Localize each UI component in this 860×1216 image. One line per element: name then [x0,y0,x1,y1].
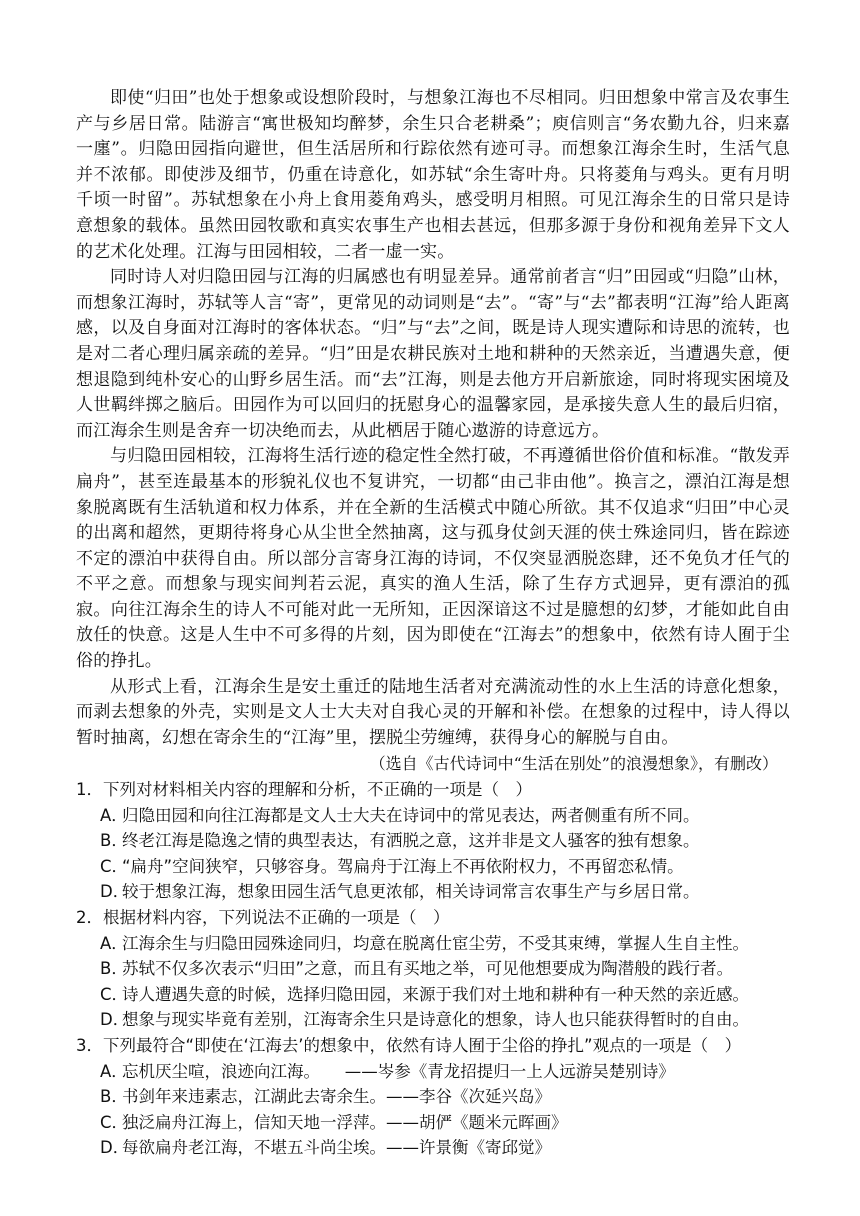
paragraph-3: 与归隐田园相较，江海将生活行迹的稳定性全然打破，不再遵循世俗价值和标准。“散发弄扁舟”，甚至连最基本的形貌礼仪也不复讲究，一切都“由己非由他”。换言之，漂泊江海是想象脱离既有生活轨道和权力体系，并在全新的生活模式中随心所欲。其不仅追求“归田”中心灵的出离和超然，更期待将身心从尘世全然抽离，这与孤身仗剑天涯的侠士殊途同归，皆在踪迹不定的漂泊中获得自由。所以部分言寄身江海的诗词，不仅突显洒脱恣肆，还不免负才任气的不平之意。而想象与现实间判若云泥，真实的渔人生活，除了生存方式迥异，更有漂泊的孤寂。向往江海余生的诗人不可能对此一无所知，正因深谙这不过是臆想的幻梦，才能如此自由放任的快意。这是人生中不可多得的片刻，因为即使在“江海去”的想象中，依然有诗人囿于尘俗的挣扎。 [76,446,790,672]
option-text: 独泛扁舟江海上，信知天地一浮萍。——胡俨《题米元晖画》 [122,1112,568,1132]
option-text: 书剑年来违素志，江湖此去寄余生。——李谷《次延兴岛》 [122,1087,551,1107]
option-a[interactable] [100,931,790,957]
option-text: 每欲扁舟老江海，不堪五斗尚尘埃。——许景衡《寄邱觉》 [122,1138,551,1158]
option-letter: B． [100,1087,128,1107]
source-citation: （选自《古代诗词中“生活在别处”的浪漫想象》，有删改） [369,754,778,774]
option-d[interactable] [100,1007,790,1033]
option-letter: C． [100,1112,129,1132]
option-text: 苏轼不仅多次表示“归田”之意，而且有买地之举，可见他想要成为陶潜般的践行者。 [122,959,734,979]
option-b[interactable] [100,1084,790,1110]
question-1 [76,777,790,905]
option-a[interactable] [100,1059,790,1085]
option-letter: C． [100,856,129,876]
option-b[interactable] [100,828,790,854]
option-letter: D． [100,1138,130,1158]
option-text: 归隐田园和向往江海都是文人士大夫在诗词中的常见表达，两者侧重有所不同。 [122,805,700,825]
option-text: “扁舟”空间狭窄，只够容身。驾扁舟于江海上不再依附权力，不再留恋私情。 [122,856,684,876]
option-text: 终老江海是隐逸之情的典型表达，有洒脱之意，这并非是文人骚客的独有想象。 [122,831,700,851]
option-text: 想象与现实毕竟有差别，江海寄余生只是诗意化的想象，诗人也只能获得暂时的自由。 [122,1010,749,1030]
article [76,86,790,777]
option-letter: B． [100,959,128,979]
paragraph-2: 同时诗人对归隐田园与江海的归属感也有明显差异。通常前者言“归”田园或“归隐”山林，而想象江海时，苏轼等人言“寄”，更常见的动词则是“去”。“寄”与“去”都表明“江海”给人距离感，以及自身面对江海时的客体状态。“归”与“去”之间，既是诗人现实遭际和诗思的流转，也是对二者心理归属亲疏的差异。“归”田是农耕民族对土地和耕种的天然亲近，当遭遇失意，便想退隐到纯朴安心的山野乡居生活。而“去”江海，则是去他方开启新旅途，同时将现实困境及人世羁绊掷之脑后。田园作为可以回归的抚慰身心的温馨家园，是承接失意人生的最后归宿，而江海余生则是舍弃一切决绝而去，从此栖居于随心遨游的诗意远方。 [76,267,790,441]
option-letter: D． [100,882,130,902]
option-letter: A． [100,805,128,825]
question-stem: 1．下列对材料相关内容的理解和分析，不正确的一项是（ ） [76,780,532,800]
question-2 [76,905,790,1033]
option-letter: C． [100,984,129,1004]
option-a[interactable] [100,803,790,829]
question-stem: 2．根据材料内容，下列说法不正确的一项是（ ） [76,908,450,927]
option-c[interactable] [100,982,790,1008]
option-letter: B． [100,831,128,851]
option-text: 忘机厌尘喧，浪迹向江海。 ——岑参《青龙招提归一上人远游吴楚别诗》 [122,1061,675,1081]
paragraph-1: 即使“归田”也处于想象或设想阶段时，与想象江海也不尽相同。归田想象中常言及农事生产与乡居日常。陆游言“寓世极知均醉梦，余生只合老耕桑”；庾信则言“务农勤九谷，归来嘉一廛”。归隐田园指向避世，但生活居所和行踪依然有迹可寻。而想象江海余生时，生活气息并不浓郁。即使涉及细节，仍重在诗意化，如苏轼“余生寄叶舟。只将菱角与鸡头。更有月明千顷一时留”。苏轼想象在小舟上食用菱角鸡头，感受明月相照。可见江海余生的日常只是诗意想象的载体。虽然田园牧歌和真实农事生产也相去甚远，但那多源于身份和视角差异下文人的艺术化处理。江海与田园相较，二者一虚一实。 [76,88,790,262]
option-letter: A． [100,1061,128,1081]
option-text: 诗人遭遇失意的时候，选择归隐田园，来源于我们对土地和耕种有一种天然的亲近感。 [122,984,749,1004]
question-3 [76,1033,790,1161]
option-text: 较于想象江海，想象田园生活气息更浓郁，相关诗词常言农事生产与乡居日常。 [122,882,700,902]
option-d[interactable] [100,1135,790,1161]
option-text: 江海余生与归隐田园殊途同归，均意在脱离仕宦尘劳，不受其束缚，掌握人生自主性。 [122,933,749,953]
option-c[interactable] [100,1110,790,1136]
option-b[interactable] [100,956,790,982]
option-d[interactable] [100,879,790,905]
option-letter: A． [100,933,128,953]
option-letter: D． [100,1010,130,1030]
paragraph-4: 从形式上看，江海余生是安土重迁的陆地生活者对充满流动性的水上生活的诗意化想象，而剥去想象的外壳，实则是文人士大夫对自我心灵的开解和补偿。在想象的过程中，诗人得以暂时抽离，幻想在寄余生的“江海”里，摆脱尘劳缠缚，获得身心的解脱与自由。 [76,676,790,748]
option-c[interactable] [100,854,790,880]
question-stem: 3．下列最符合“即使在‘江海去’的想象中，依然有诗人囿于尘俗的挣扎”观点的一项是（ ） [76,1035,742,1055]
